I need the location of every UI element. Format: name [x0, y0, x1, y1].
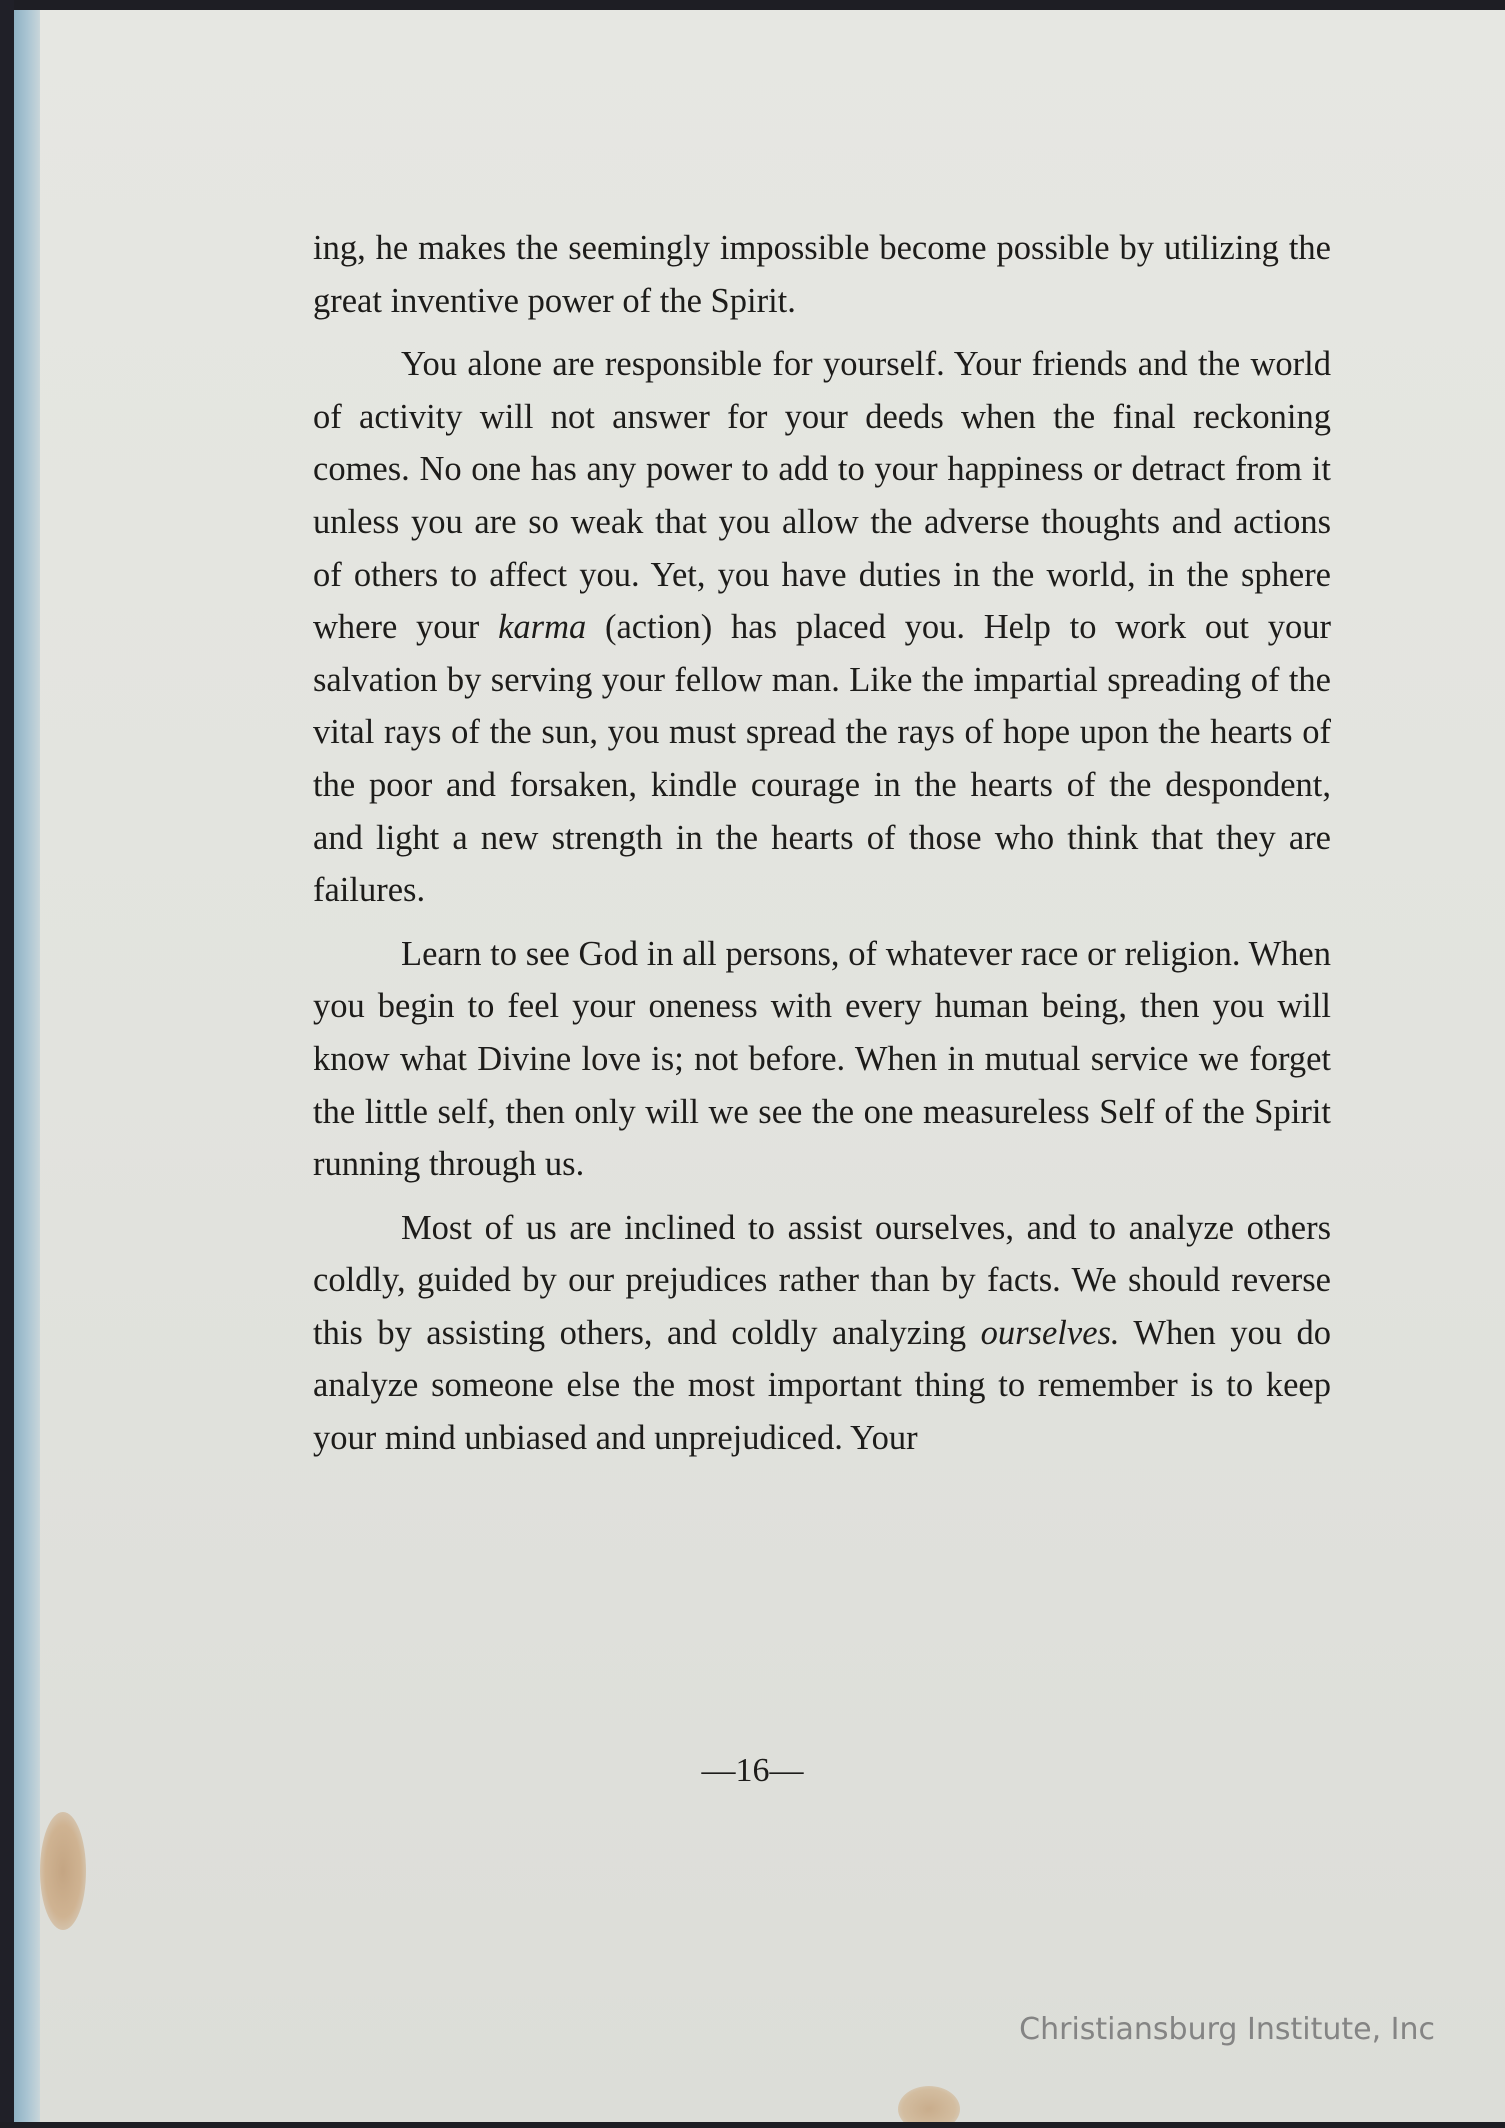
- text-run: (action) has placed you. Help to work out your salvation by serving your fellow man. Like the impartial spreading of the vital rays of the sun, you must spread the rays of hope upon the hearts of the poor and forsaken, kindle courage in the hearts of the despondent, and light a new strength in the hearts of those who think that they are failures.: [313, 608, 1331, 910]
- bottom-edge: [0, 2122, 1505, 2128]
- paragraph-3: [313, 928, 1331, 1191]
- text-run: When you do analyze someone else the most important thing to remember is to keep your mind unbiased and unprejudiced. Your: [313, 1313, 1331, 1458]
- paragraph-4: [313, 1202, 1331, 1465]
- body-text: [313, 222, 1331, 1476]
- watermark: Christiansburg Institute, Inc: [1019, 2012, 1435, 2047]
- top-edge: [0, 0, 1505, 10]
- text-run: Most of us are inclined to assist ourselves, and to analyze others coldly, guided by our prejudices rather than by facts. We should reverse this by assisting others, and coldly analyzing: [313, 1208, 1331, 1352]
- paragraph-2: [313, 338, 1331, 917]
- spine-shadow: [0, 0, 14, 2128]
- paragraph-1: [313, 222, 1331, 327]
- page-number: —16—: [701, 1752, 804, 1789]
- tape-stain: [40, 1812, 86, 1930]
- text-run: ing, he makes the seemingly impossible become possible by utilizing the great inventive power of the Spirit.: [313, 229, 1331, 320]
- italic-term: ourselves.: [980, 1313, 1120, 1352]
- booklet-spine: [14, 10, 40, 2125]
- text-run: Learn to see God in all persons, of whatever race or religion. When you begin to feel your oneness with every human being, then you will know what Divine love is; not before. When in mutual service we forget the little self, then only will we see the one measureless Self of the Spirit running through us.: [313, 934, 1331, 1184]
- text-run: You alone are responsible for yourself. Your friends and the world of activity will not answer for your deeds when the final reckoning comes. No one has any power to add to your happiness or detract from it unless you are so weak that you allow the adverse thoughts and actions of others to affect you. Yet, you have duties in the world, in the sphere where your: [313, 345, 1331, 647]
- italic-term: karma: [498, 608, 587, 647]
